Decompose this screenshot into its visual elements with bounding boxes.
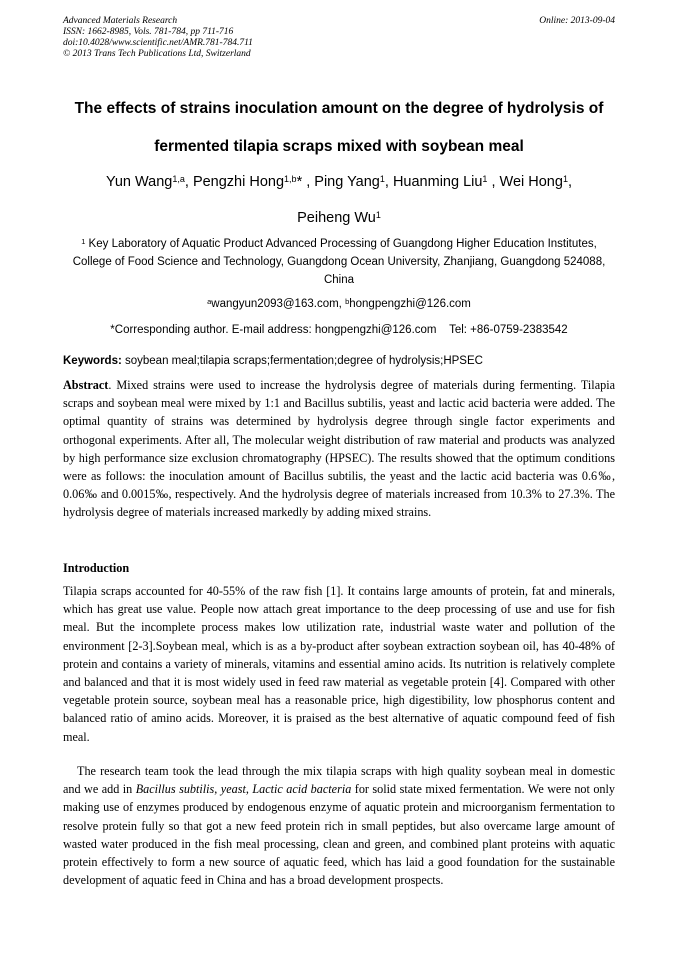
p2-text: , <box>245 782 253 797</box>
p2-text: The research team took the lead through the mix tilapia scraps with high quality soybean meal in domestic and we add in <box>63 764 615 797</box>
header-left <box>63 16 253 60</box>
copyright-line: © 2013 Trans Tech Publications Ltd, Switzerland <box>63 49 251 59</box>
issn-line: ISSN: 1662-8985, Vols. 781-784, pp 711-716 <box>63 27 234 37</box>
title-line-2: fermented tilapia scraps mixed with soybean meal <box>154 138 524 155</box>
p2-italic-lactic: Lactic acid bacteria <box>252 782 352 797</box>
abstract <box>63 376 615 522</box>
corresponding-author: *Corresponding author. E-mail address: hongpengzhi@126.com Tel: +86-0759-2383542 <box>110 324 568 336</box>
doi-line: doi:10.4028/www.scientific.net/AMR.781-784.711 <box>63 38 253 48</box>
author-list <box>40 164 638 236</box>
email-b: hongpengzhi@126.com <box>349 298 471 310</box>
author-line-1 <box>40 164 638 200</box>
p2-text: for solid state mixed fermentation. We were not only making use of enzymes produced by endogenous enzyme of aquatic protein and microorganism fermentation to resolve protein fully so that got a new feed protein rich in small peptides, but also overcame large amount of wasted water produced in the fish meal processing, clean and green, and combined plant proteins with aquatic protein effectively to form a new source of aquatic feed, which has laid a good foundation for the sustainable development of aquatic feed in China and has a broad development prospects. <box>63 782 616 888</box>
author-name: Yun Wang <box>106 174 173 190</box>
p2-italic-yeast: yeast <box>220 782 246 797</box>
affiliation <box>63 235 615 289</box>
keywords <box>63 353 615 369</box>
online-date: Online: 2013-09-04 <box>539 16 615 26</box>
author-emails <box>63 296 615 312</box>
email-sup-a: a <box>207 297 212 306</box>
p2-italic-bacillus: Bacillus subtilis <box>135 782 215 797</box>
introduction-heading: Introduction <box>63 561 130 575</box>
journal-header <box>63 16 615 60</box>
introduction-paragraph-1: Tilapia scraps accounted for 40-55% of the raw fish [1]. It contains large amounts of protein, fat and minerals, which has great use value. People now attach great importance to the deep processing of use and use for fish meal. But the incomplete process makes low utilization rate, industrial waste water and pollution of the environment [2-3].Soybean meal, which is as a by-product after soybean extraction soybean oil, has 40-48% of protein and contains a variety of minerals, vitamins and essential amino acids. Its nutrition is relatively complete and balanced and that it is most widely used in feed raw material as vegetable protein [4]. Compared with other vegetable protein source, soybean meal has a reasonable price, high digestibility, low phosphorus content and balanced ratio of amino acids. Moreover, it is praised as the best alternative of aquatic compound feed of fish meal. <box>63 584 615 744</box>
author-sup: 1,b <box>284 174 297 184</box>
author-sup: 1 <box>375 210 381 220</box>
abstract-text: . Mixed strains were used to increase the hydrolysis degree of materials during fermenting. Tilapia scraps and soybean meal were mixed by 1:1 and Bacillus subtilis, yeast and lactic acid bacteria were added. The optimal quantity of strains was determined by hydrolysis degree through single factor experiments and orthogonal experiments. After all, The molecular weight distribution of raw material and products was analyzed by high performance size exclusion chromatography (HPSEC). The results showed that the optimum conditions were as follows: the inoculation amount of Bacillus subtilis, the yeast and the lactic acid bacteria was 0.6‰, 0.06‰ and 0.0015‰, respectively. And the hydrolysis degree of materials increased from 10.3% to 27.3%. The hydrolysis degree of materials increased markedly by adding mixed strains. <box>63 378 615 520</box>
introduction-paragraph-2 <box>63 762 615 889</box>
author-name: * , Ping Yang <box>296 174 380 190</box>
author-sup: 1 <box>482 174 488 184</box>
affiliation-text: Key Laboratory of Aquatic Product Advanced Processing of Guangdong Higher Education Institutes, College of Food Science and Technology, Guangdong Ocean University, Zhanjiang, Guangdong 524088, China <box>72 238 606 286</box>
author-sup: 1,a <box>172 174 185 184</box>
affiliation-sup: 1 <box>81 237 86 246</box>
p2-text: , <box>214 782 221 797</box>
author-separator: , <box>567 174 572 190</box>
author-sup: 1 <box>562 174 568 184</box>
author-sup: 1 <box>379 174 385 184</box>
keywords-label: Keywords: <box>63 355 122 367</box>
paper-title <box>40 90 638 166</box>
author-name: , Huanming Liu <box>384 174 483 190</box>
author-line-2 <box>40 200 638 236</box>
abstract-label: Abstract <box>63 378 109 392</box>
author-name: Peiheng Wu <box>297 210 376 226</box>
email-a: wangyun2093@163.com, <box>211 298 346 310</box>
author-name: , Wei Hong <box>487 174 563 190</box>
email-sup-b: b <box>345 297 350 306</box>
keywords-text: soybean meal;tilapia scraps;fermentation;degree of hydrolysis;HPSEC <box>121 355 483 367</box>
title-line-1: The effects of strains inoculation amount on the degree of hydrolysis of <box>74 100 604 117</box>
journal-name: Advanced Materials Research <box>63 16 178 26</box>
author-name: , Pengzhi Hong <box>184 174 285 190</box>
